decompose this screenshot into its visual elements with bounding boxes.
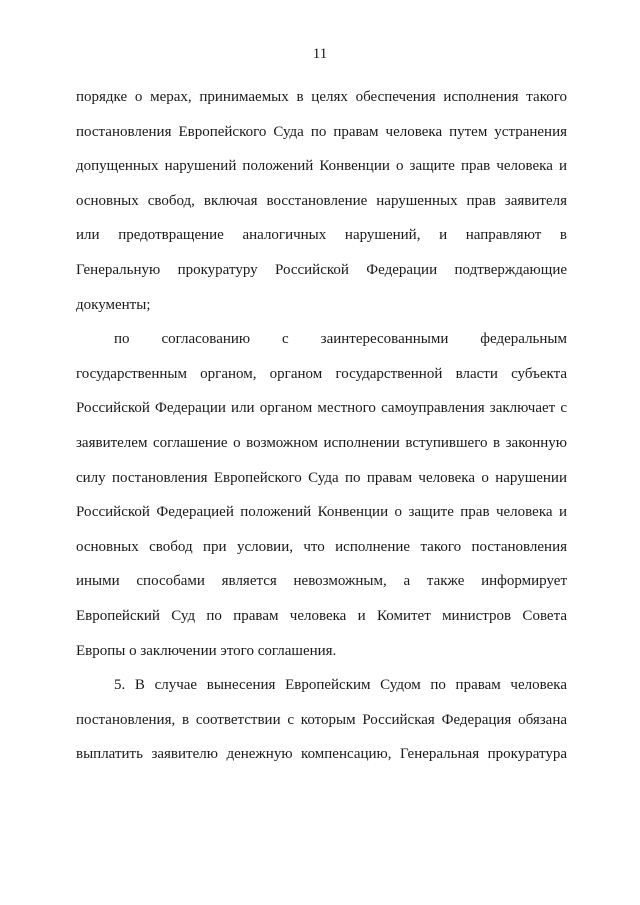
text-line: постановления Европейского Суда по правам человека путем устранения bbox=[76, 123, 567, 140]
text-line: допущенных нарушений положений Конвенции о защите прав человека и bbox=[76, 158, 567, 175]
text-line: Европейский Суд по правам человека и Комитет министров Совета bbox=[76, 607, 567, 624]
text-line: порядке о мерах, принимаемых в целях обеспечения исполнения такого bbox=[76, 89, 567, 105]
paragraph-1 bbox=[76, 80, 567, 322]
text-line: Российской Федерации или органом местного самоуправления заключает с bbox=[76, 400, 567, 417]
text-line: иными способами является невозможным, а также информирует bbox=[76, 573, 567, 590]
text-line: Европы о заключении этого соглашения. bbox=[76, 642, 337, 659]
text-line: Генеральную прокуратуру Российской Федерации подтверждающие bbox=[76, 261, 567, 278]
text-line: выплатить заявителю денежную компенсацию, Генеральная прокуратура bbox=[76, 746, 567, 763]
document-body bbox=[76, 80, 567, 772]
text-line: основных свобод при условии, что исполнение такого постановления bbox=[76, 538, 567, 555]
text-line: постановления, в соответствии с которым Российская Федерация обязана bbox=[76, 711, 567, 728]
text-line: по согласованию с заинтересованными федеральным bbox=[114, 331, 567, 348]
text-line: силу постановления Европейского Суда по правам человека о нарушении bbox=[76, 469, 567, 486]
text-line: или предотвращение аналогичных нарушений, и направляют в bbox=[76, 227, 567, 244]
paragraph-2 bbox=[76, 322, 567, 668]
text-line: основных свобод, включая восстановление нарушенных прав заявителя bbox=[76, 192, 567, 209]
text-line: документы; bbox=[76, 296, 151, 313]
text-line: заявителем соглашение о возможном исполнении вступившего в законную bbox=[76, 434, 567, 451]
text-line: 5. В случае вынесения Европейским Судом по правам человека bbox=[114, 677, 567, 694]
page-number: 11 bbox=[312, 46, 328, 62]
paragraph-3 bbox=[76, 668, 567, 772]
text-line: Российской Федерацией положений Конвенции о защите прав человека и bbox=[76, 504, 567, 521]
text-line: государственным органом, органом государственной власти субъекта bbox=[76, 365, 567, 382]
